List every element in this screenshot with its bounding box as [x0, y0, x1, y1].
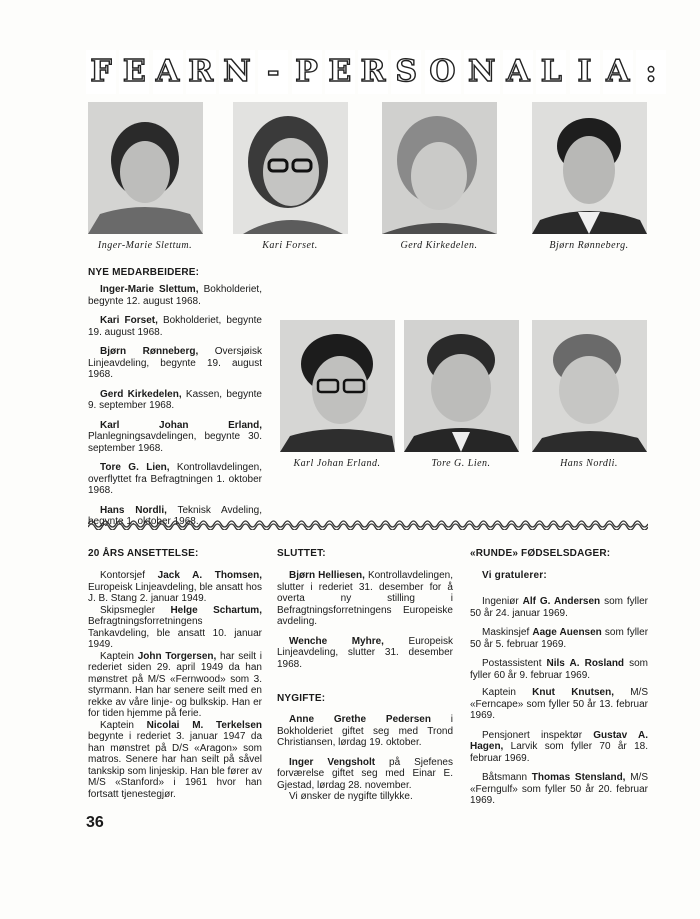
person-info: M/S «Ferngulf» som fyller 50 år 20. februar 1969. — [470, 772, 649, 806]
person-info: Europeisk Linjeavdeling, slutter 31. desember 1968. — [277, 635, 454, 670]
section-heading: «RUNDE» FØDSELSDAGER: — [470, 548, 611, 559]
section-heading: NYE MEDARBEIDERE: — [88, 267, 200, 278]
anniversary-column — [88, 570, 262, 800]
person-name: Jack A. Thomsen, — [157, 570, 262, 581]
list-item — [88, 651, 262, 720]
list-item — [277, 636, 453, 671]
photo-caption: Tore G. Lien. — [431, 458, 491, 469]
list-item — [277, 757, 453, 792]
person-name: Nils A. Rosland — [546, 658, 625, 669]
employee-name: Hans Nordli, — [100, 504, 167, 516]
title-letter: R — [186, 50, 216, 94]
portrait-photo — [280, 320, 395, 452]
title-prefix: Kaptein — [100, 650, 138, 662]
portrait-photo — [382, 102, 497, 234]
photo-caption: Karl Johan Erland. — [293, 458, 381, 469]
title-prefix: Ingeniør — [482, 596, 523, 607]
title-letter: A — [503, 50, 533, 94]
person-info: i Bokholderiet giftet seg med Trond Christiansen, lørdag 19. oktober. — [277, 714, 453, 748]
portrait-photo — [404, 320, 519, 452]
person-info: begynte i rederiet 3. januar 1947 da han mønstret på D/S «Aragon» som matros. Senere har han seilt på såvel tankskip som linjeskip. Han ble fører av M/S «Stanford» i 1961 hvor han fortsatt tjenestegjør. — [88, 731, 262, 800]
portrait-photo — [233, 102, 348, 234]
title-letter: O — [425, 50, 461, 94]
person-name: Alf G. Andersen — [522, 596, 601, 607]
portrait-photo — [532, 102, 647, 234]
employee-name: Kari Forset, — [100, 315, 158, 326]
list-item — [277, 570, 453, 628]
wavy-divider — [88, 518, 648, 530]
employee-info: Teknisk Avdeling, begynte 1. oktober 1968. — [88, 504, 262, 527]
portrait-photo — [532, 320, 647, 452]
person-info: har seilt i rederiet siden 29. april 1949 da han mønstret på M/S «Fernwood» som 3. styrmann. Han har senere seilt med en rekke av våre linje- og bulkskip. Han er for tiden hjemme på ferie. — [88, 650, 263, 719]
new-employees-list — [88, 284, 262, 528]
section-subheading: Vi gratulerer: — [482, 570, 547, 581]
photo-caption: Hans Nordli. — [560, 458, 618, 469]
list-item — [88, 389, 262, 412]
person-info: Befragtningsforretningens Tankavdeling, ble ansatt 10. januar 1949. — [88, 616, 262, 650]
title-letter: I — [570, 50, 600, 94]
photo-caption: Kari Forset. — [262, 240, 318, 251]
title-letter: : — [636, 50, 666, 94]
title-letter: N — [464, 50, 500, 94]
list-item — [470, 687, 648, 722]
title-letter: A — [153, 50, 183, 94]
person-name: Inger Vengsholt — [289, 756, 376, 768]
title-prefix: Pensjonert inspektør — [482, 729, 594, 741]
photo-caption: Gerd Kirkedelen. — [400, 240, 478, 251]
title-letter: L — [536, 50, 566, 94]
person-info: Kontrollavdelingen, slutter i rederiet 31. desember for å overta ny stilling i Befragtningsforretningens Europeiske avdeling. — [277, 570, 454, 627]
person-info: som fyller 50 år 24. januar 1969. — [470, 596, 649, 619]
list-item — [88, 605, 262, 651]
title-letter: E — [119, 50, 149, 94]
title-letter: S — [391, 50, 421, 94]
title-prefix: Kaptein — [100, 719, 147, 731]
list-item — [277, 714, 453, 749]
employee-info: Kassen, begynte 9. september 1968. — [88, 388, 262, 411]
employee-info: Planlegningsavdelingen, begynte 30. september 1968. — [88, 431, 262, 454]
person-info: Europeisk Linjeavdeling, ble ansatt hos J. B. Stang 2. januar 1949. — [88, 581, 262, 604]
section-heading: NYGIFTE: — [277, 693, 326, 704]
employee-info: Bokholderiet, begynte 12. august 1968. — [88, 284, 262, 307]
person-name: John Torgersen, — [137, 650, 217, 662]
title-letter: E — [325, 50, 355, 94]
list-item — [470, 658, 648, 681]
employee-name: Tore G. Lien, — [100, 462, 170, 473]
title-prefix: Kaptein — [482, 687, 533, 698]
title-prefix: Skipsmegler — [100, 604, 171, 616]
employee-name: Inger-Marie Slettum, — [100, 284, 199, 295]
person-name: Gustav A. Hagen, — [470, 729, 648, 752]
person-info: på Sjefenes forværelse giftet seg med Einar E. Gjestad, lørdag 28. november. — [277, 756, 453, 791]
list-item — [88, 315, 262, 338]
title-letter: F — [86, 50, 116, 94]
person-info: som fyller 60 år 9. februar 1969. — [470, 658, 648, 681]
portrait-photo — [88, 102, 203, 234]
employee-info: Kontrollavdelingen, overflyttet fra Befragtningen 1. oktober 1968. — [88, 462, 262, 496]
closing-line: Vi ønsker de nygifte tillykke. — [289, 791, 413, 802]
person-name: Anne Grethe Pedersen — [289, 714, 431, 725]
list-item — [88, 420, 262, 455]
list-item — [88, 284, 262, 307]
title-prefix: Båtsmann — [482, 772, 532, 783]
employee-name: Gerd Kirkedelen, — [100, 388, 182, 400]
employee-name: Karl Johan Erland, — [100, 419, 262, 431]
person-name: Nicolai M. Terkelsen — [146, 719, 263, 731]
title-prefix: Kontorsjef — [100, 570, 158, 581]
title-prefix: Postassistent — [482, 658, 547, 669]
section-heading: SLUTTET: — [277, 548, 326, 559]
person-name: Helge Schartum, — [170, 604, 262, 616]
page-number: 36 — [86, 814, 104, 831]
birthdays-column — [470, 596, 648, 807]
list-item — [470, 596, 648, 619]
person-name: Bjørn Helliesen, — [289, 570, 365, 581]
title-prefix: Maskinsjef — [482, 627, 533, 638]
title-letter: N — [219, 50, 255, 94]
list-item — [470, 627, 648, 650]
person-info: M/S «Ferncape» som fyller 50 år 13. februar 1969. — [470, 687, 648, 721]
person-name: Thomas Stensland, — [531, 772, 626, 783]
list-item — [470, 772, 648, 807]
employee-info: Bokholderiet, begynte 19. august 1968. — [88, 315, 262, 338]
newlyweds-column — [277, 714, 453, 803]
title-letter: R — [358, 50, 388, 94]
page-title — [86, 50, 666, 94]
photo-caption: Inger-Marie Slettum. — [97, 240, 193, 251]
person-name: Aage Auensen — [532, 627, 602, 638]
person-name: Knut Knutsen, — [532, 687, 614, 698]
section-heading: 20 ÅRS ANSETTELSE: — [88, 548, 199, 559]
photo-caption: Bjørn Rønneberg. — [549, 240, 629, 251]
person-info: Larvik som fyller 70 år 18. februar 1969. — [470, 741, 648, 764]
person-info: som fyller 50 år 5. februar 1969. — [470, 627, 649, 650]
resigned-column — [277, 570, 453, 670]
employee-name: Bjørn Rønneberg, — [100, 346, 199, 357]
list-item — [88, 346, 262, 381]
employee-info: Oversjøisk Linjeavdeling, begynte 19. august 1968. — [88, 346, 262, 380]
title-letter: - — [258, 50, 288, 94]
list-item — [88, 720, 262, 801]
title-letter: A — [603, 50, 633, 94]
list-item — [88, 570, 262, 605]
list-item — [470, 730, 648, 765]
person-name: Wenche Myhre, — [289, 635, 384, 647]
title-letter: P — [292, 50, 322, 94]
list-item — [88, 462, 262, 497]
